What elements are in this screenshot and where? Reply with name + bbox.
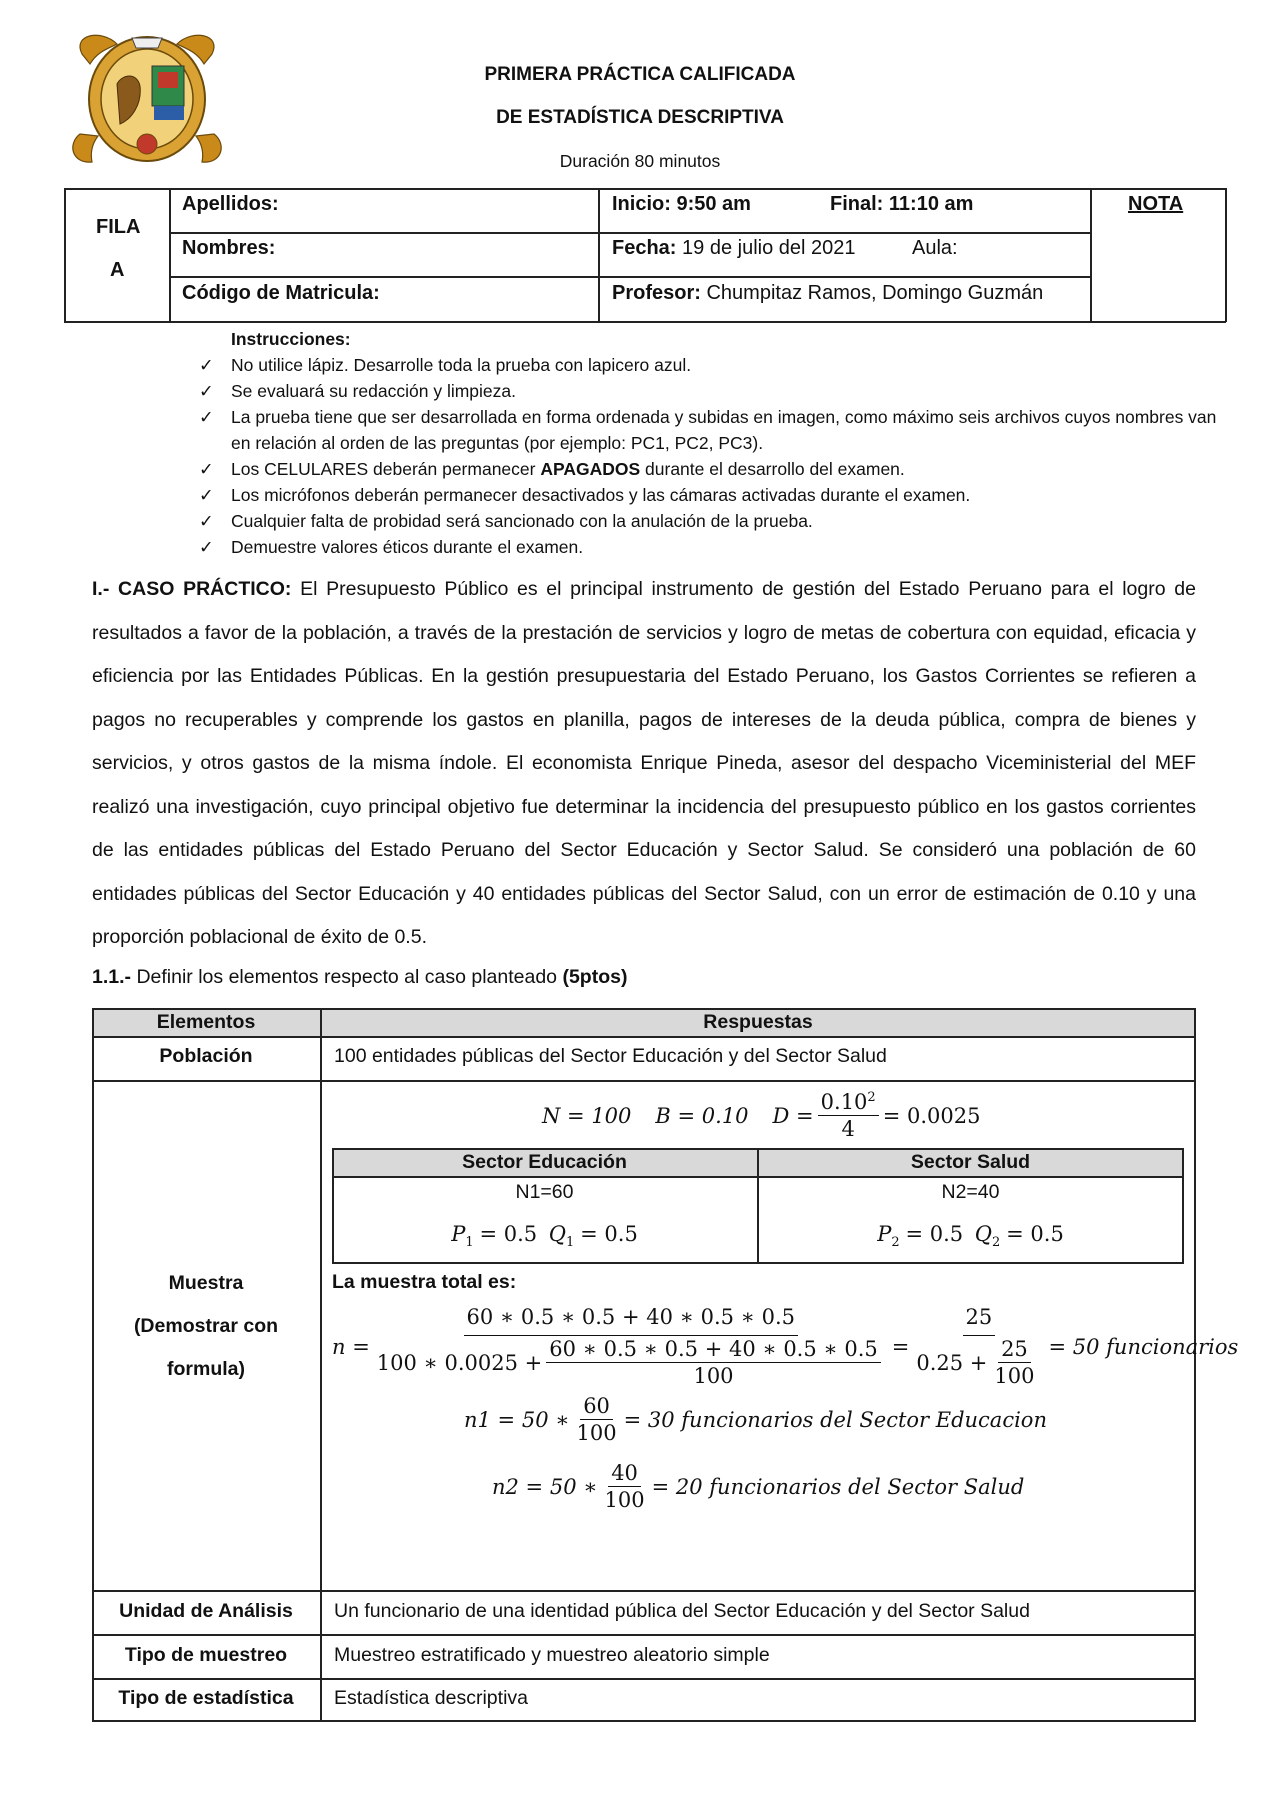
fraction-n-main: 60 ∗ 0.5 ∗ 0.5 + 40 ∗ 0.5 ∗ 0.5 100 ∗ 0.0025 + $\frac{60 ∗ 0.5 ∗ 0.5 + 40 ∗ 0.5 ∗ 0.5}{100}$ xyxy=(374,1305,888,1388)
check-icon: ✓ xyxy=(199,355,214,375)
profesor-label: Profesor: xyxy=(612,282,701,304)
list-item: ✓ Cualquier falta de probidad será sancionado con la anulación de la prueba. xyxy=(195,508,1235,534)
case-label: I.- CASO PRÁCTICO: xyxy=(92,578,292,600)
elements-table xyxy=(92,1008,1239,1722)
case-paragraph xyxy=(92,568,1196,960)
strata-header-salud: Sector Salud xyxy=(910,1151,1031,1173)
equation-parameters: N = 100 B = 0.10 D = $\frac{0.10^2}{4}$ = 0.0025 xyxy=(542,1090,981,1142)
nombres-label: Nombres: xyxy=(182,237,276,259)
list-item: ✓ Demuestre valores éticos durante el examen. xyxy=(195,534,1235,560)
fecha-value: 19 de julio del 2021 xyxy=(682,237,856,259)
equation-total-sample: n = 60 ∗ 0.5 ∗ 0.5 + 40 ∗ 0.5 ∗ 0.5 100 ∗ 0.0025 + $\frac{60 ∗ 0.5 ∗ 0.5 + 40 ∗ 0.5 ∗ 0.5}{100}$ = 25 0.25 + $\frac{25}{100}$ = 50 funcionarios xyxy=(332,1305,1239,1389)
row-label-muestra: Muestra xyxy=(168,1272,244,1294)
total-sample-label: La muestra total es: xyxy=(332,1271,517,1293)
question-points: (5ptos) xyxy=(562,966,628,988)
check-icon: ✓ xyxy=(199,459,214,479)
start-time: Inicio: 9:50 am xyxy=(612,193,751,215)
row-answer-poblacion: 100 entidades públicas del Sector Educación y del Sector Salud xyxy=(334,1045,887,1067)
check-icon: ✓ xyxy=(199,381,214,401)
row-answer-tipo-estadistica: Estadística descriptiva xyxy=(334,1687,529,1709)
fecha-label: Fecha: xyxy=(612,237,677,259)
instructions-list xyxy=(195,352,1235,560)
case-text: El Presupuesto Público es el principal instrumento de gestión del Estado Peruano para el logro de resultados a favor de la población, a través de la prestación de servicios y logro de metas de cobertura con equidad, eficacia y eficiencia por las Entidades Públicas. En la gestión presupuestaria del Estado Peruano, los Gastos Corrientes se refieren a pagos no recuperables y comprende los gastos en planilla, pagos de intereses de la deuda pública, compra de bienes y servicios, y otros gastos de la misma índole. El economista Enrique Pineda, asesor del despacho Viceministerial del MEF realizó una investigación, cuyo principal objetivo fue determinar la incidencia del presupuesto público en los gastos corrientes de las entidades públicas del Estado Peruano del Sector Educación y Sector Salud. Se consideró una población de 60 entidades públicas del Sector Educación y 40 entidades públicas del Sector Salud, con un error de estimación de 0.10 y una proporción poblacional de éxito de 0.5. xyxy=(92,578,1196,948)
list-item: ✓ La prueba tiene que ser desarrollada en forma ordenada y subidas en imagen, como máximo seis archivos cuyos nombres van en relación al orden de las preguntas (por ejemplo: PC1, PC2, PC3). xyxy=(195,404,1235,456)
strata-educacion-n: N1=60 xyxy=(515,1181,574,1203)
row-label-unidad: Unidad de Análisis xyxy=(119,1600,293,1622)
aula-label: Aula: xyxy=(912,237,958,259)
strata-table xyxy=(332,1148,1184,1264)
row-label-tipo-estadistica: Tipo de estadística xyxy=(118,1687,294,1709)
page-title-line1: PRIMERA PRÁCTICA CALIFICADA xyxy=(484,64,796,85)
instructions-heading: Instrucciones: xyxy=(231,329,351,349)
check-icon: ✓ xyxy=(199,485,214,505)
nota-label: NOTA xyxy=(1128,193,1184,215)
list-item: ✓ Se evaluará su redacción y limpieza. xyxy=(195,378,1235,404)
fila-label: FILA xyxy=(96,216,141,238)
fraction-d: $\frac{0.10^2}{4}$ xyxy=(818,1090,879,1141)
professor xyxy=(612,282,1043,305)
codigo-label: Código de Matricula: xyxy=(182,282,380,304)
strata-header-educacion: Sector Educación xyxy=(462,1151,627,1173)
list-item: ✓ Los CELULARES deberán permanecer APAGADOS durante el desarrollo del examen. xyxy=(195,456,1235,482)
row-answer-unidad: Un funcionario de una identidad pública del Sector Educación y del Sector Salud xyxy=(334,1600,1030,1622)
question-1-1 xyxy=(92,966,627,989)
strata-salud-pq: $P_2 = 0.5$ $Q_2 = 0.5$ xyxy=(877,1222,1064,1251)
row-label-poblacion: Población xyxy=(159,1045,253,1067)
exam-date xyxy=(612,237,856,260)
equation-n2: n2 = 50 ∗ $\frac{40}{100}$ = 20 funcionarios del Sector Salud xyxy=(492,1461,1025,1513)
instructions xyxy=(195,326,1235,560)
fraction-n-inner: $\frac{60 ∗ 0.5 ∗ 0.5 + 40 ∗ 0.5 ∗ 0.5}{100}$ xyxy=(546,1337,880,1388)
fraction-n-simplified: 25 0.25 + $\frac{25}{100}$ xyxy=(916,1305,1035,1389)
strata-salud-n: N2=40 xyxy=(941,1181,1000,1203)
apellidos-label: Apellidos: xyxy=(182,193,279,215)
equation-n1: n1 = 50 ∗ $\frac{60}{100}$ = 30 funcionarios del Sector Educacion xyxy=(464,1394,1047,1446)
check-icon: ✓ xyxy=(199,407,214,427)
col-header-elementos: Elementos xyxy=(156,1011,256,1033)
question-number: 1.1.- xyxy=(92,966,132,988)
fila-value: A xyxy=(110,259,125,281)
row-label-muestra-3: formula) xyxy=(167,1358,245,1380)
profesor-value: Chumpitaz Ramos, Domingo Guzmán xyxy=(706,282,1044,304)
list-item: ✓ Los micrófonos deberán permanecer desactivados y las cámaras activadas durante el examen. xyxy=(195,482,1235,508)
question-text: Definir los elementos respecto al caso planteado xyxy=(136,966,558,988)
page-title-line2: DE ESTADÍSTICA DESCRIPTIVA xyxy=(496,107,784,128)
list-item: ✓ No utilice lápiz. Desarrolle toda la prueba con lapicero azul. xyxy=(195,352,1235,378)
check-icon: ✓ xyxy=(199,511,214,531)
col-header-respuestas: Respuestas xyxy=(703,1011,813,1033)
row-label-muestra-2: (Demostrar con xyxy=(133,1315,279,1337)
row-label-tipo-muestreo: Tipo de muestreo xyxy=(124,1644,288,1666)
end-time: Final: 11:10 am xyxy=(830,193,974,215)
row-answer-tipo-muestreo: Muestreo estratificado y muestreo aleatorio simple xyxy=(334,1644,770,1666)
check-icon: ✓ xyxy=(199,537,214,557)
exam-duration: Duración 80 minutos xyxy=(559,151,721,171)
strata-educacion-pq: $P_1 = 0.5$ $Q_1 = 0.5$ xyxy=(451,1222,638,1251)
